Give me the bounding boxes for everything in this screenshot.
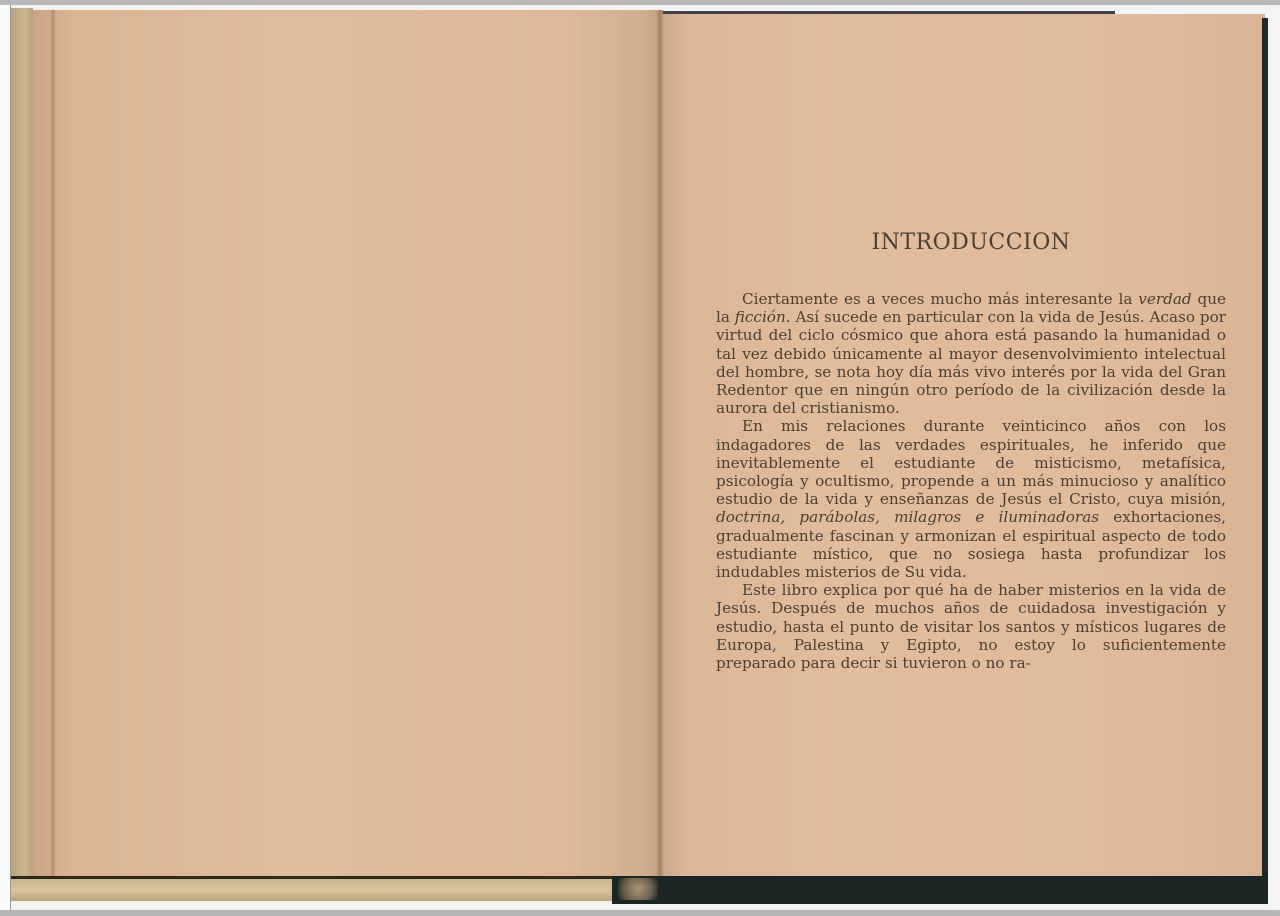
text-run: exhortaciones, gradualmente fascinan y armonizan el espiritual aspecto de todo estudiante místico, que no sosiega hasta profundizar los indudables misterios de Su vida. bbox=[716, 508, 1227, 582]
text-run: que la bbox=[716, 290, 1226, 327]
paragraph bbox=[716, 417, 1226, 581]
italic-text: verdad bbox=[1138, 290, 1192, 308]
right-page bbox=[660, 14, 1265, 876]
text-run: Este libro explica por qué ha de haber misterios en la vida de Jesús. Después de muchos años de cuidadosa investigación y estudio, hasta el punto de visitar los santos y místicos lugares de Europa, Palestina y Egipto, no estoy lo suficientemente preparado para decir si tuvieron o no ra- bbox=[716, 581, 1226, 673]
book-spine-corner bbox=[618, 878, 658, 900]
left-page-blank bbox=[33, 10, 663, 876]
body-text bbox=[716, 290, 1226, 672]
book-gutter bbox=[656, 10, 664, 876]
book-cover-right-edge bbox=[1262, 18, 1268, 888]
book-cover-left-edge bbox=[11, 8, 33, 888]
scan-right-border bbox=[1268, 5, 1280, 910]
scan-left-border bbox=[0, 5, 11, 910]
text-run: Ciertamente es a veces mucho más interesante la bbox=[742, 290, 1139, 308]
book-cover-bottom-dark bbox=[612, 876, 1268, 904]
italic-text: ficción bbox=[734, 308, 786, 327]
book-cover-bottom-edge bbox=[11, 876, 616, 901]
scan-top-border bbox=[0, 0, 1280, 5]
text-run: En mis relaciones durante veinticinco años con los indagadores de las verdades espirituales, he inferido que inevitablemente el estudiante de misticismo, metafísica, psicología y ocultismo, propende a un más minucioso y analítico estudio de la vida y enseñanzas de Jesús el Cristo, cuya misión, bbox=[716, 417, 1226, 509]
italic-text: doctrina, parábolas, milagros e iluminadoras bbox=[716, 508, 1100, 527]
scan-bottom-border bbox=[0, 910, 1280, 916]
text-run: . Así sucede en particular con la vida de Jesús. Acaso por virtud del ciclo cósmico que ahora está pasando la humanidad o tal vez debido únicamente al mayor desenvolvimiento intelectual del hombre, se nota hoy día más vivo interés por la vida del Gran Redentor que en ningún otro período de la civilización desde la aurora del cristianismo. bbox=[716, 308, 1226, 418]
paragraph bbox=[716, 581, 1226, 672]
chapter-title: INTRODUCCION bbox=[871, 229, 1071, 255]
paragraph bbox=[716, 290, 1226, 417]
